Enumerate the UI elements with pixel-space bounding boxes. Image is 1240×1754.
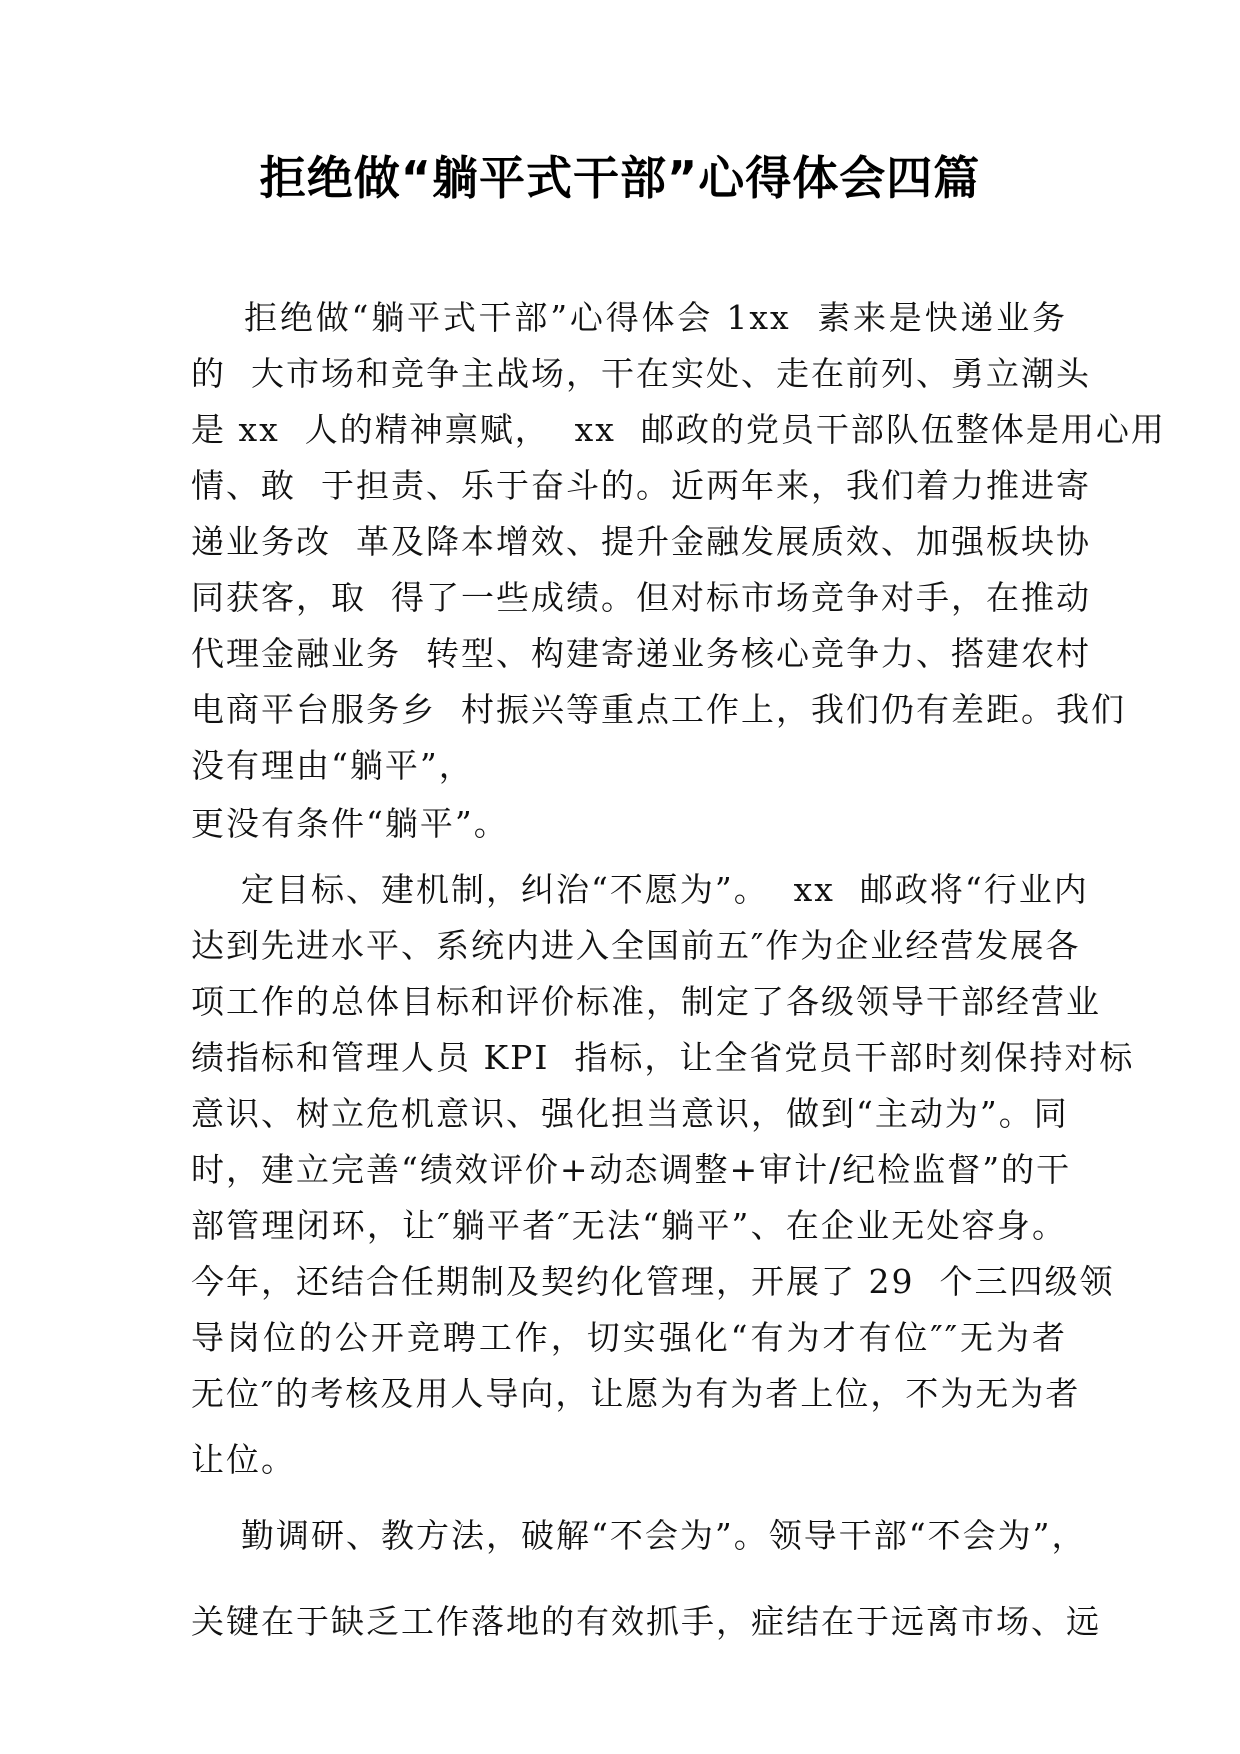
paragraph-line: 的 大市场和竞争主战场，干在实处、走在前列、勇立潮头 xyxy=(191,354,1091,393)
paragraph-line: 勤调研、教方法，破解“不会为”。领导干部“不会为”， xyxy=(191,1516,1087,1555)
paragraph-line: 意识、树立危机意识、强化担当意识，做到“主动为”。同 xyxy=(191,1094,1069,1133)
paragraph-line: 部管理闭环，让″躺平者″无法“躺平”、在企业无处容身。 xyxy=(191,1206,1067,1245)
paragraph-line: 达到先进水平、系统内进入全国前五″作为企业经营发展各 xyxy=(191,926,1081,965)
paragraph-line: 情、敢 于担责、乐于奋斗的。近两年来，我们着力推进寄 xyxy=(191,466,1091,505)
document-title: 拒绝做“躺平式干部”心得体会四篇 xyxy=(259,151,981,205)
paragraph-line: 时，建立完善“绩效评价+动态调整+审计/纪检监督”的干 xyxy=(191,1150,1072,1189)
paragraph-line: 电商平台服务乡 村振兴等重点工作上，我们仍有差距。我们 xyxy=(191,690,1126,729)
paragraph-line: 代理金融业务 转型、构建寄递业务核心竞争力、搭建农村 xyxy=(191,634,1091,673)
paragraph-line: 今年，还结合任期制及契约化管理，开展了 29 个三四级领 xyxy=(191,1262,1115,1301)
paragraph-line: 同获客，取 得了一些成绩。但对标市场竞争对手，在推动 xyxy=(191,578,1091,617)
paragraph-line: 导岗位的公开竞聘工作，切实强化“有为才有位″″无为者 xyxy=(191,1318,1067,1357)
paragraph-line: 项工作的总体目标和评价标准，制定了各级领导干部经营业 xyxy=(191,982,1101,1021)
paragraph-line: 是 xx 人的精神禀赋， xx 邮政的党员干部队伍整体是用心用 xyxy=(191,410,1166,449)
paragraph-line: 更没有条件“躺平”。 xyxy=(191,804,509,843)
paragraph-line: 绩指标和管理人员 KPI 指标，让全省党员干部时刻保持对标 xyxy=(191,1038,1135,1077)
paragraph-line: 无位″的考核及用人导向，让愿为有为者上位，不为无为者 xyxy=(191,1374,1081,1413)
paragraph-line: 没有理由“躺平”， xyxy=(191,746,474,785)
paragraph-line: 让位。 xyxy=(191,1440,296,1479)
paragraph-line: 拒绝做“躺平式干部”心得体会 1xx 素来是快递业务 xyxy=(191,298,1067,337)
paragraph-line: 递业务改 革及降本增效、提升金融发展质效、加强板块协 xyxy=(191,522,1091,561)
paragraph-line: 关键在于缺乏工作落地的有效抓手，症结在于远离市场、远 xyxy=(191,1602,1101,1641)
paragraph-line: 定目标、建机制，纠治“不愿为”。 xx 邮政将“行业内 xyxy=(191,870,1089,909)
